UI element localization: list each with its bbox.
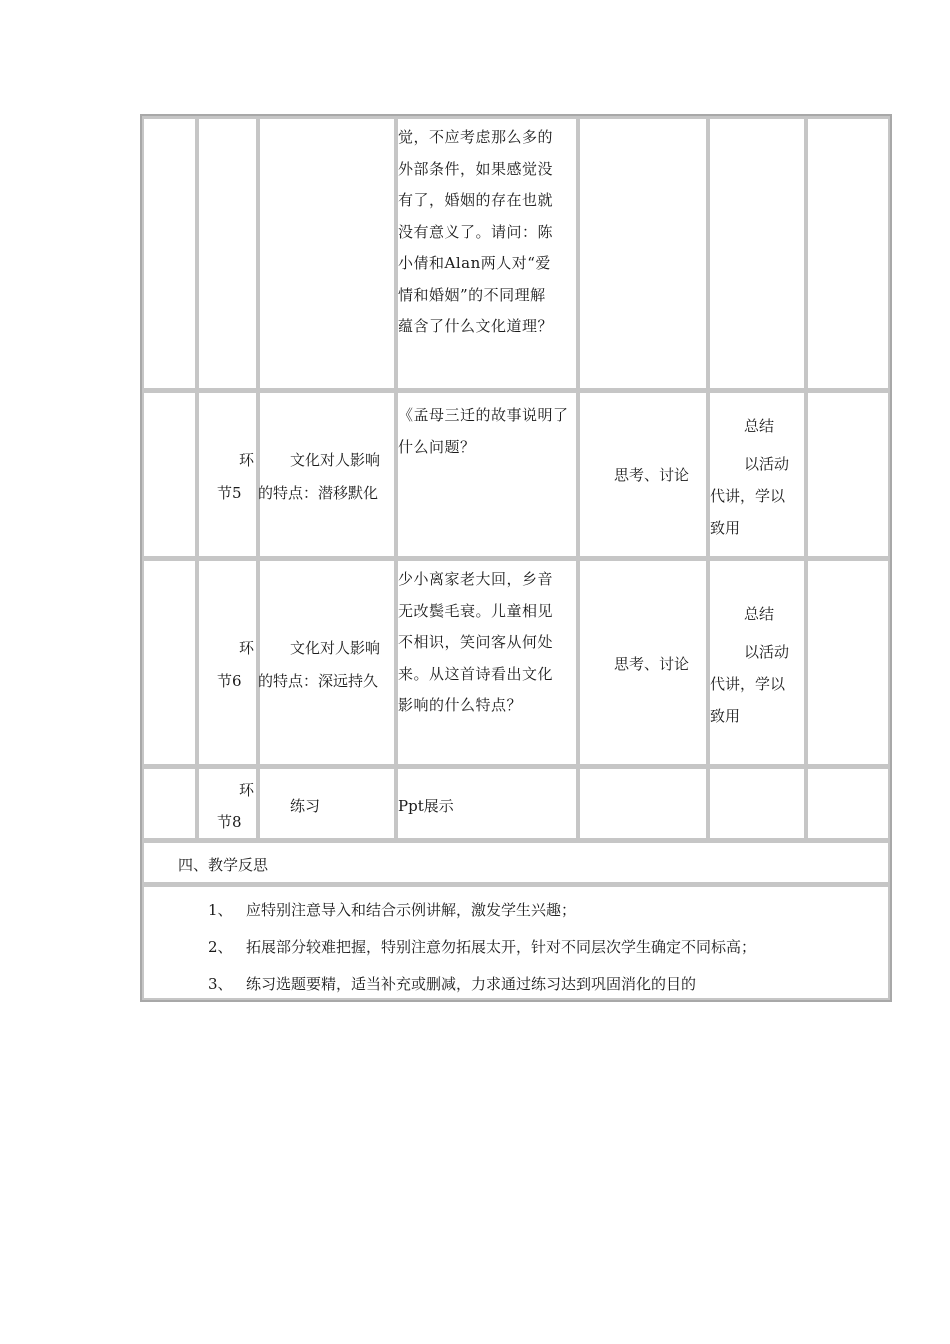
cell-question bbox=[396, 766, 578, 840]
cell-blank bbox=[142, 116, 197, 390]
cell-teacher bbox=[708, 558, 806, 766]
step-label-b: 节5 bbox=[217, 484, 242, 502]
reflection-list bbox=[142, 884, 890, 1000]
teacher-line-c: 代讲，学以 bbox=[710, 675, 786, 693]
cell-student bbox=[578, 116, 708, 390]
cell-content bbox=[258, 558, 396, 766]
list-item-text: 拓展部分较难把握，特别注意勿拓展太开，针对不同层次学生确定不同标高； bbox=[246, 938, 757, 956]
list-item-text: 应特别注意导入和结合示例讲解，激发学生兴趣； bbox=[246, 901, 577, 919]
cell-blank bbox=[142, 558, 197, 766]
teacher-line-b: 以活动 bbox=[744, 455, 790, 473]
cell-teacher bbox=[708, 116, 806, 390]
step-label-b: 节6 bbox=[217, 672, 242, 690]
cell-student bbox=[578, 766, 708, 840]
cell-content bbox=[258, 766, 396, 840]
cell-teacher bbox=[708, 766, 806, 840]
step-label-a: 环 bbox=[239, 639, 255, 657]
cell-extra bbox=[806, 390, 890, 558]
table-row-step5 bbox=[142, 390, 890, 558]
cell-student bbox=[578, 390, 708, 558]
question-text: Ppt展示 bbox=[398, 797, 454, 815]
cell-extra bbox=[806, 766, 890, 840]
step-label-b: 节8 bbox=[217, 813, 242, 831]
cell-content bbox=[258, 390, 396, 558]
cell-blank bbox=[142, 390, 197, 558]
list-item-number: 1、 bbox=[208, 901, 233, 919]
content-line-b: 的特点：深远持久 bbox=[258, 672, 379, 690]
table-row-step6 bbox=[142, 558, 890, 766]
teacher-line-b: 以活动 bbox=[744, 643, 790, 661]
step-label-a: 环 bbox=[239, 451, 255, 469]
cell-question bbox=[396, 558, 578, 766]
reflection-heading-row bbox=[142, 840, 890, 884]
table-row-step8 bbox=[142, 766, 890, 840]
content-line-b: 的特点：潜移默化 bbox=[258, 484, 379, 502]
question-text: 少小离家老大回，乡音无改鬓毛衰。儿童相见不相识，笑问客从何处来。从这首诗看出文化影响的什么特点？ bbox=[398, 570, 554, 714]
cell-step bbox=[197, 558, 258, 766]
teacher-line-a: 总结 bbox=[744, 417, 775, 435]
teacher-line-a: 总结 bbox=[744, 605, 775, 623]
cell-teacher bbox=[708, 390, 806, 558]
section-heading: 四、教学反思 bbox=[178, 856, 269, 874]
cell-extra bbox=[806, 116, 890, 390]
content-line: 练习 bbox=[290, 797, 321, 815]
cell-question bbox=[396, 116, 578, 390]
step-label-a: 环 bbox=[239, 781, 255, 799]
lesson-plan-table bbox=[140, 114, 892, 1002]
student-activity: 思考、讨论 bbox=[614, 655, 690, 673]
table-row-continued bbox=[142, 116, 890, 390]
cell-student bbox=[578, 558, 708, 766]
teacher-line-c: 代讲，学以 bbox=[710, 487, 786, 505]
teacher-line-d: 致用 bbox=[710, 707, 741, 725]
cell-step bbox=[197, 390, 258, 558]
list-item-text: 练习选题要精，适当补充或删减，力求通过练习达到巩固消化的目的 bbox=[246, 975, 697, 993]
cell-blank bbox=[142, 766, 197, 840]
question-text: 觉，不应考虑那么多的外部条件，如果感觉没有了，婚姻的存在也就没有意义了。请问：陈小倩和Alan两人对“爱情和婚姻”的不同理解蕴含了什么文化道理？ bbox=[398, 128, 554, 335]
cell-step bbox=[197, 766, 258, 840]
teacher-line-d: 致用 bbox=[710, 519, 741, 537]
content-line-a: 文化对人影响 bbox=[290, 451, 381, 469]
question-text: 《孟母三迁的故事说明了什么问题？ bbox=[398, 406, 569, 456]
content-line-a: 文化对人影响 bbox=[290, 639, 381, 657]
cell-content bbox=[258, 116, 396, 390]
cell-question bbox=[396, 390, 578, 558]
cell-extra bbox=[806, 558, 890, 766]
list-item-number: 2、 bbox=[208, 938, 233, 956]
cell-step bbox=[197, 116, 258, 390]
list-item-number: 3、 bbox=[208, 975, 233, 993]
student-activity: 思考、讨论 bbox=[614, 466, 690, 484]
